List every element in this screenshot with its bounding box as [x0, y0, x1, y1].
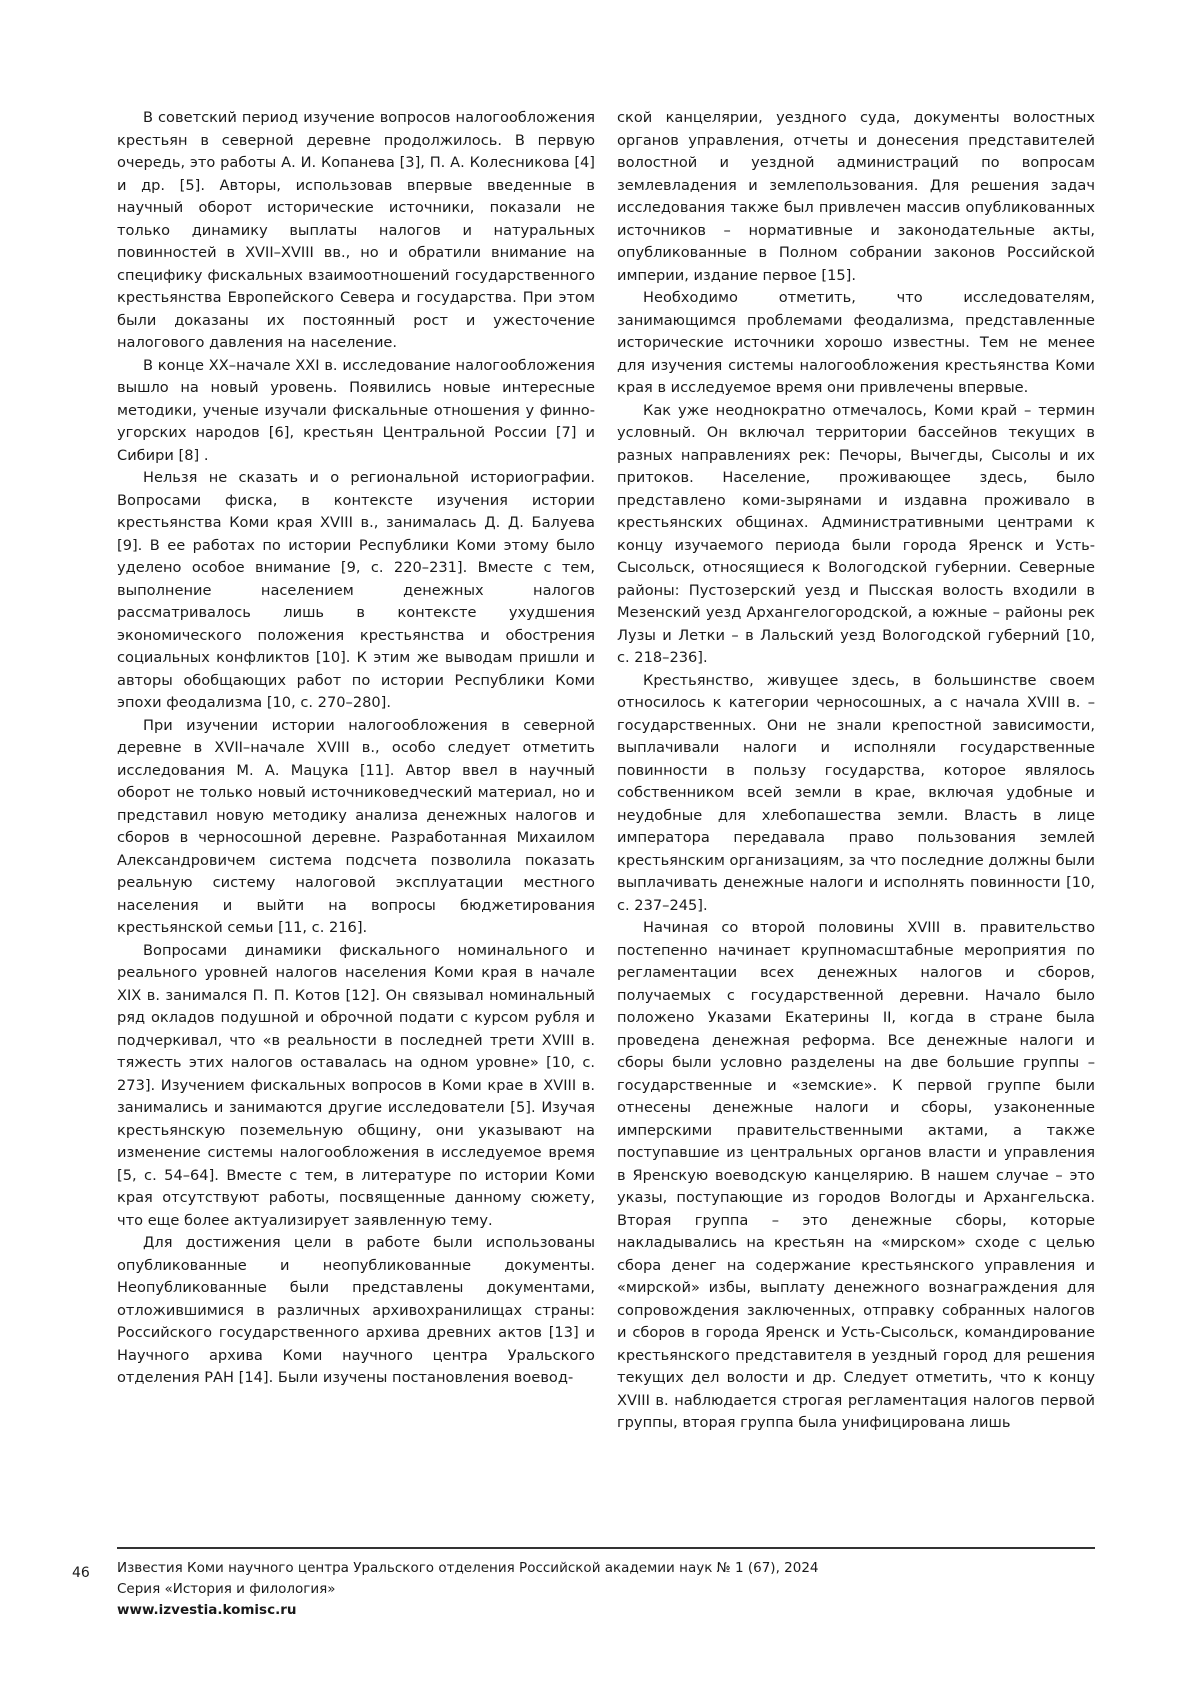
- journal-series: Серия «История и филология»: [117, 1581, 336, 1597]
- footer-divider: [117, 1547, 1095, 1549]
- journal-website-link[interactable]: www.izvestia.komisc.ru: [117, 1602, 297, 1618]
- paragraph: Вопросами динамики фискального номинального и реального уровней налогов населения Коми края в начале XIX в. занимался П. П. Котов [12]. Он связывал номинальный ряд окладов подушной и оброчной подати с курсом рубля и подчеркивал, что «в реальности в последней трети XVIII в. тяжесть этих налогов оставалась на одном уровне» [10, с. 273]. Изучением фискальных вопросов в Коми крае в XVIII в. занимались и занимаются другие исследователи [5]. Изучая крестьянскую поземельную общину, они указывают на изменение системы налогообложения в исследуемое время [5, с. 54–64]. Вместе с тем, в литературе по истории Коми края отсутствуют работы, посвященные данному сюжету, что еще более актуализирует заявленную тему.: [117, 941, 595, 1229]
- text-column-left: [117, 107, 595, 1390]
- text-column-right: [617, 107, 1095, 1435]
- paragraph: Начиная со второй половины XVIII в. правительство постепенно начинает крупномасштабные мероприятия по регламентации всех денежных налогов и сборов, получаемых с государственной деревни. Начало было положено Указами Екатерины II, когда в стране была проведена денежная реформа. Все денежные налоги и сборы были условно разделены на две большие группы – государственные и «земские». К первой группе были отнесены денежные налоги и сборы, узаконенные имперскими правительственными актами, а также поступавшие из центральных органов власти и управления в Яренскую воеводскую канцелярию. В нашем случае – это указы, поступающие из городов Вологды и Архангельска. Вторая группа – это денежные сборы, которые накладывались на крестьян на «мирском» сходе с целью сбора денег на содержание крестьянского управления и «мирской» избы, выплату денежного вознаграждения для сопровождения заключенных, отправку собранных налогов и сборов в города Яренск и Усть-Сысольск, командирование крестьянского представителя в уездный город для решения текущих дел волости и др. Следует отметить, что к концу XVIII в. наблюдается строгая регламентация налогов первой группы, вторая группа была унифицирована лишь: [617, 919, 1095, 1431]
- paragraph: В конце XX–начале XXI в. исследование налогообложения вышло на новый уровень. Появились новые интересные методики, ученые изучали фискальные отношения у финно-угорских народов [6], крестьян Центральной России [7] и Сибири [8] .: [117, 356, 595, 464]
- page-footer: [117, 1558, 1095, 1621]
- paragraph-continuation: ской канцелярии, уездного суда, документы волостных органов управления, отчеты и донесения представителей волостной и уездной администраций по вопросам землевладения и землепользования. Для решения задач исследования также был привлечен массив опубликованных источников – нормативные и законодательные акты, опубликованные в Полном собрании законов Российской империи, издание первое [15].: [617, 109, 1095, 284]
- paragraph: Как уже неоднократно отмечалось, Коми край – термин условный. Он включал территории бассейнов текущих в разных направлениях рек: Печоры, Вычегды, Сысолы и их притоков. Население, проживающее здесь, было представлено коми-зырянами и издавна проживало в крестьянских общинах. Административными центрами к концу изучаемого периода были города Яренск и Усть-Сысольск, относящиеся к Вологодской губернии. Северные районы: Пустозерский уезд и Пысская волость входили в Мезенский уезд Архангелогородской, а южные – районы рек Лузы и Летки – в Лальский уезд Вологодской губерний [10, с. 218–236].: [617, 401, 1095, 666]
- paragraph: Необходимо отметить, что исследователям, занимающимся проблемами феодализма, представленные исторические источники хорошо известны. Тем не менее для изучения системы налогообложения крестьянства Коми края в исследуемое время они привлечены впервые.: [617, 289, 1095, 396]
- paragraph: При изучении истории налогообложения в северной деревне в XVII–начале XVIII в., особо следует отметить исследования М. А. Мацука [11]. Автор ввел в научный оборот не только новый источниковедческий материал, но и представил новую методику анализа денежных налогов и сборов в черносошной деревне. Разработанная Михаилом Александровичем система подсчета позволила показать реальную систему налоговой эксплуатации местного населения и выйти на вопросы бюджетирования крестьянской семьи [11, с. 216].: [117, 716, 595, 936]
- paragraph: Крестьянство, живущее здесь, в большинстве своем относилось к категории черносошных, а с начала XVIII в. – государственных. Они не знали крепостной зависимости, выплачивали налоги и исполняли государственные повинности в пользу государства, которое являлось собственником всей земли в крае, включая удобные и неудобные для хлебопашества земли. Власть в лице императора передавала право пользования землей крестьянским организациям, за что последние должны были выплачивать денежные налоги и исполнять повинности [10, с. 237–245].: [617, 671, 1095, 914]
- paragraph: В советский период изучение вопросов налогообложения крестьян в северной деревне продолжилось. В первую очередь, это работы А. И. Копанева [3], П. А. Колесникова [4] и др. [5]. Авторы, использовав впервые введенные в научный оборот исторические источники, показали не только динамику выплаты налогов и натуральных повинностей в XVII–XVIII вв., но и обратили внимание на специфику фискальных взаимоотношений государственного крестьянства Европейского Севера и государства. При этом были доказаны их постоянный рост и ужесточение налогового давления на население.: [117, 109, 595, 351]
- paragraph: Нельзя не сказать и о региональной историографии. Вопросами фиска, в контексте изучения истории крестьянства Коми края XVIII в., занималась Д. Д. Балуева [9]. В ее работах по истории Республики Коми этому было уделено особое внимание [9, с. 220–231]. Вместе с тем, выполнение населением денежных налогов рассматривалось лишь в контексте ухудшения экономического положения крестьянства и обострения социальных конфликтов [10]. К этим же выводам пришли и авторы обобщающих работ по истории Республики Коми эпохи феодализма [10, с. 270–280].: [117, 469, 595, 711]
- paragraph: Для достижения цели в работе были использованы опубликованные и неопубликованные документы. Неопубликованные были представлены документами, отложившимися в различных архивохранилищах страны: Российского государственного архива древних актов [13] и Научного архива Коми научного центра Уральского отделения РАН [14]. Были изучены постановления воевод-: [117, 1234, 595, 1386]
- page-number: 46: [72, 1565, 90, 1581]
- journal-title: Известия Коми научного центра Уральского отделения Российской академии наук № 1 (67), 2024: [117, 1560, 819, 1576]
